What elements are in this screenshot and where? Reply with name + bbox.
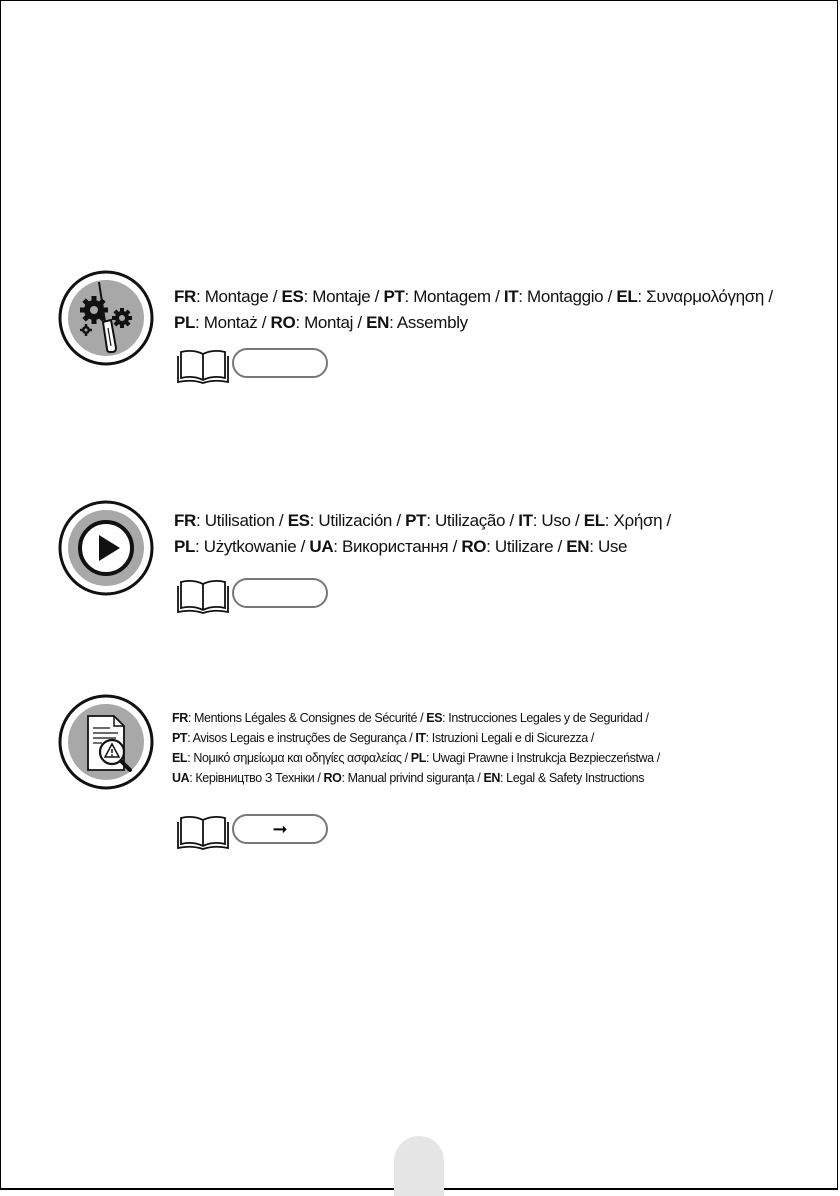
language-code: UA	[172, 771, 190, 785]
language-code: IT	[415, 731, 426, 745]
language-code: PT	[405, 511, 427, 530]
play-icon	[58, 500, 154, 596]
translation-text: : Νομικό σημείωμα και οδηγίες ασφαλείας /	[187, 751, 411, 765]
text-line	[174, 534, 814, 560]
language-code: FR	[174, 511, 196, 530]
translation-text: : Użytkowanie /	[195, 537, 310, 556]
language-code: PT	[172, 731, 188, 745]
text-line	[174, 284, 814, 310]
language-code: RO	[270, 313, 296, 332]
translation-text: : Utilização /	[426, 511, 519, 530]
translation-text: : Montaj /	[295, 313, 367, 332]
page-reference-pill[interactable]	[232, 814, 328, 844]
translation-text: : Χρήση /	[604, 511, 671, 530]
open-book-icon	[176, 578, 230, 614]
language-code: ES	[281, 287, 304, 306]
translation-text: : Avisos Legais e instruções de Segurança /	[187, 731, 416, 745]
language-code: ES	[426, 711, 443, 725]
page-reference[interactable]	[176, 576, 336, 616]
open-book-icon	[176, 348, 230, 384]
page-reference-pill[interactable]	[232, 578, 328, 608]
translation-text: : Керівництво З Техніки /	[189, 771, 324, 785]
page-reference[interactable]	[176, 812, 336, 852]
translation-text: : Mentions Légales & Consignes de Sécurité /	[187, 711, 427, 725]
language-code: FR	[172, 711, 188, 725]
translation-text: : Utilizare /	[486, 537, 567, 556]
document-warning-magnifier-icon	[58, 694, 154, 790]
language-code: IT	[503, 287, 519, 306]
language-code: FR	[174, 287, 196, 306]
text-line	[172, 728, 812, 748]
translation-text: : Assembly	[389, 313, 468, 332]
page-reference[interactable]	[176, 346, 336, 386]
section-title	[174, 284, 814, 336]
language-code: PL	[174, 313, 196, 332]
language-code: PL	[410, 751, 426, 765]
translation-text: : Instrucciones Legales y de Seguridad /	[442, 711, 649, 725]
language-code: EL	[616, 287, 638, 306]
translation-text: : Utilización /	[309, 511, 406, 530]
language-code: EL	[172, 751, 188, 765]
text-line	[174, 508, 814, 534]
page-number-tab	[394, 1136, 444, 1196]
language-code: EN	[366, 313, 390, 332]
page-reference-pill[interactable]	[232, 348, 328, 378]
language-code: EL	[583, 511, 605, 530]
language-code: PT	[383, 287, 405, 306]
translation-text: : Legal & Safety Instructions	[500, 771, 645, 785]
gears-screwdriver-icon	[58, 270, 154, 366]
translation-text: : Montagem /	[404, 287, 504, 306]
text-line	[172, 708, 812, 728]
section-title	[172, 708, 812, 788]
language-code: UA	[309, 537, 334, 556]
language-code: ES	[287, 511, 310, 530]
language-code: PL	[174, 537, 196, 556]
text-line	[172, 748, 812, 768]
language-code: RO	[323, 771, 342, 785]
language-code: RO	[461, 537, 487, 556]
translation-text: : Montaje /	[303, 287, 384, 306]
text-line	[174, 310, 814, 336]
language-code: IT	[518, 511, 533, 530]
pill-text: ➞	[272, 819, 288, 839]
text-line	[172, 768, 812, 788]
translation-text: : Istruzioni Legali e di Sicurezza /	[425, 731, 594, 745]
translation-text: : Uso /	[532, 511, 584, 530]
translation-text: : Montaż /	[195, 313, 271, 332]
translation-text: : Uwagi Prawne i Instrukcja Bezpieczeństwa /	[425, 751, 660, 765]
translation-text: : Συναρμολόγηση /	[637, 287, 773, 306]
language-code: EN	[566, 537, 590, 556]
section-title	[174, 508, 814, 560]
translation-text: : Montage /	[195, 287, 282, 306]
translation-text: : Manual privind siguranța /	[341, 771, 484, 785]
language-code: EN	[483, 771, 501, 785]
open-book-icon	[176, 814, 230, 850]
translation-text: : Use	[589, 537, 628, 556]
translation-text: : Використання /	[333, 537, 462, 556]
translation-text: : Utilisation /	[195, 511, 288, 530]
translation-text: : Montaggio /	[518, 287, 617, 306]
